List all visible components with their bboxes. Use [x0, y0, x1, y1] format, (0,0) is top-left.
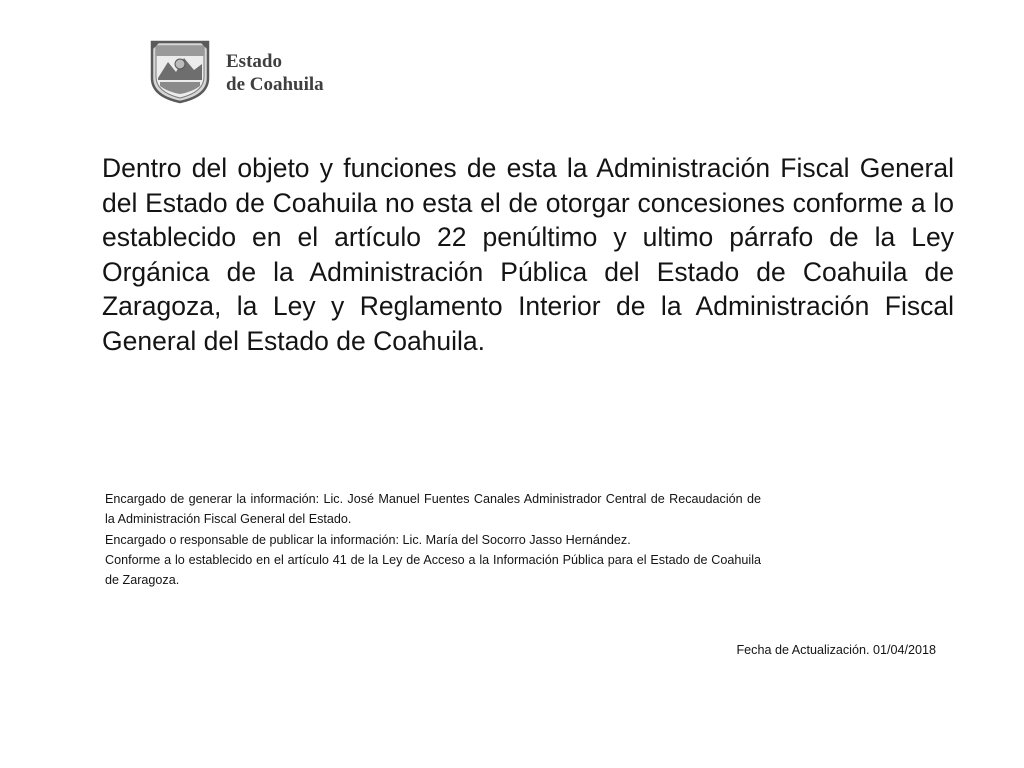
credits-block — [105, 489, 761, 590]
logo-line-2: de Coahuila — [226, 74, 324, 95]
state-logo — [148, 38, 338, 108]
generator-credit: Encargado de generar la información: Lic. José Manuel Fuentes Canales Administrador Central de Recaudación de la Administración Fiscal General del Estado. — [105, 492, 761, 527]
logo-line-1: Estado — [226, 51, 282, 72]
update-date: Fecha de Actualización. 01/04/2018 — [736, 643, 936, 657]
publisher-credit: Encargado o responsable de publicar la información: Lic. María del Socorro Jasso Hernández. — [105, 532, 631, 547]
coat-of-arms-icon — [148, 38, 212, 104]
legal-basis: Conforme a lo establecido en el artículo 41 de la Ley de Acceso a la Información Pública para el Estado de Coahuila de Zaragoza. — [105, 552, 761, 588]
logo-wordmark — [226, 50, 324, 96]
main-statement: Dentro del objeto y funciones de esta la Administración Fiscal General del Estado de Coahuila no esta el de otorgar concesiones conforme a lo establecido en el artículo 22 penúltimo y ultimo párrafo de la Ley Orgánica de la Administración Pública del Estado de Coahuila de Zaragoza, la Ley y Reglamento Interior de la Administración Fiscal General del Estado de Coahuila. — [102, 153, 954, 356]
